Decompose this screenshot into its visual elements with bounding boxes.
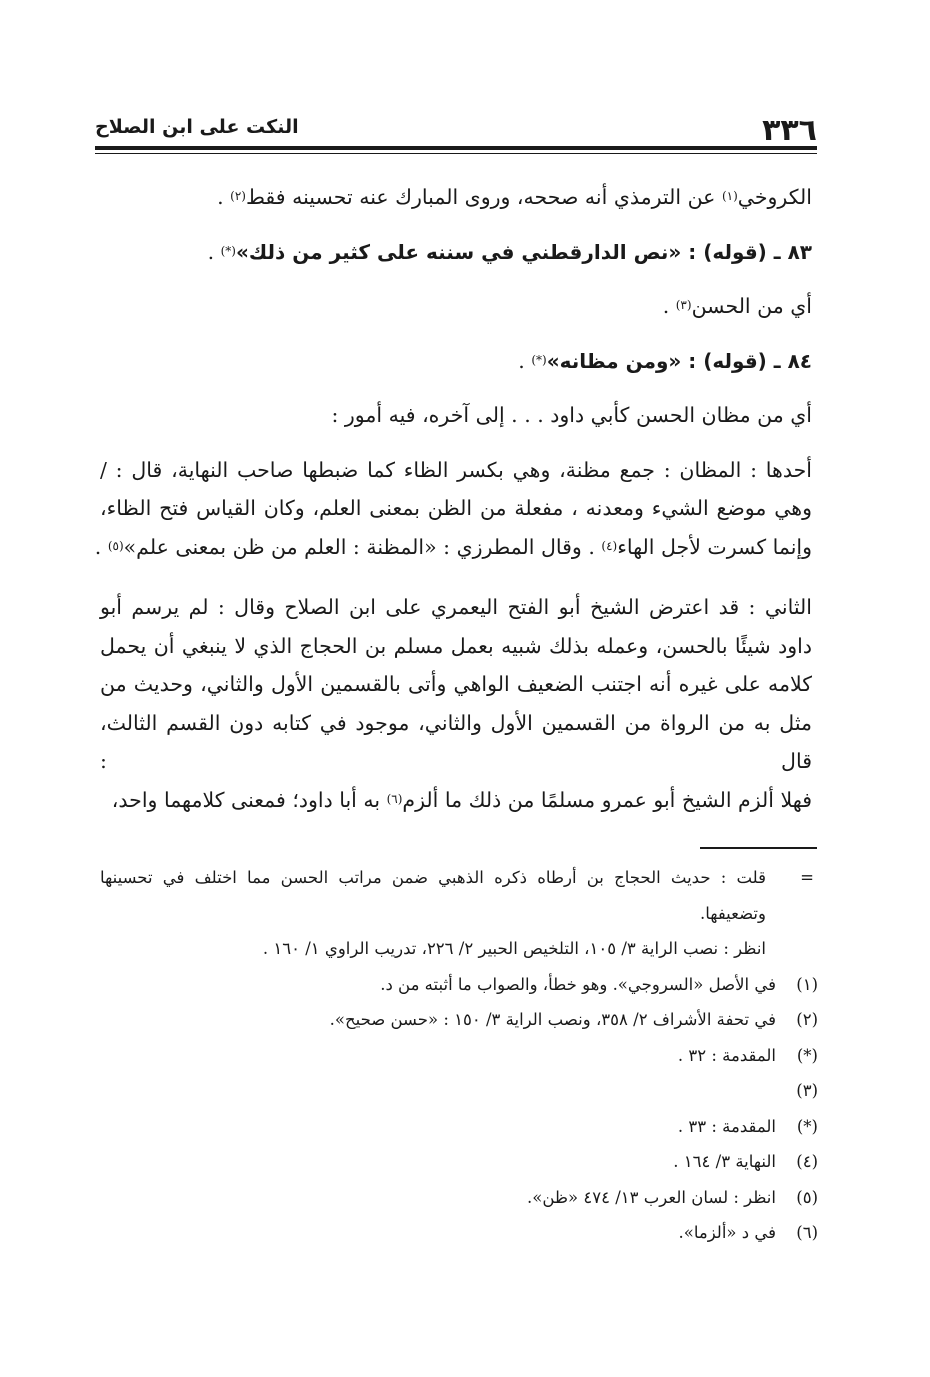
footnote-item bbox=[100, 1038, 818, 1074]
footnote-ref: (*) bbox=[531, 352, 547, 367]
text-span: . bbox=[207, 239, 221, 264]
text-line bbox=[100, 287, 812, 326]
footnote-item bbox=[100, 1073, 818, 1109]
entry-84 bbox=[100, 342, 812, 381]
text-line: أي من مظان الحسن كأبي داود . . . إلى آخره، فيه أمور : bbox=[331, 403, 812, 427]
text-span: عن الترمذي أنه صححه، وروى المبارك عنه تحسينه فقط bbox=[245, 185, 722, 209]
footnote-text: النهاية ٣/ ١٦٤ . bbox=[673, 1152, 776, 1171]
text-line: كلامه على غيره أنه اجتنب الضعيف الواهي وأتى بالقسمين الأول والثاني، وحديث من bbox=[100, 672, 812, 696]
footnote-text: المقدمة : ٣٣ . bbox=[677, 1116, 776, 1136]
footnote-continuation bbox=[100, 860, 818, 967]
footnote-ref: (٤) bbox=[601, 538, 618, 553]
footnote-text: في د «ألزما». bbox=[678, 1223, 776, 1242]
footnote-text: المقدمة : ٣٢ . bbox=[677, 1045, 776, 1065]
text-span: وإنما كسرت لأجل الهاء bbox=[617, 534, 812, 559]
footnote-ref: (*) bbox=[220, 243, 236, 258]
footnote-number: (٣) bbox=[796, 1081, 818, 1100]
text-line bbox=[94, 528, 812, 567]
footnote-number: (*) bbox=[796, 1045, 818, 1065]
footnote-number: (٢) bbox=[796, 1010, 818, 1029]
continuation-mark: = bbox=[800, 868, 814, 887]
footnote-text: في تحفة الأشراف ٢/ ٣٥٨، ونصب الراية ٣/ ١٥٠ : «حسن صحيح». bbox=[329, 1010, 776, 1029]
text-line bbox=[100, 178, 812, 217]
text-span: به أبا داود؛ فمعنى كلامهما واحد، bbox=[111, 787, 387, 812]
text-span: . bbox=[217, 185, 231, 209]
footnotes bbox=[100, 860, 818, 1251]
text-span: أي من الحسن bbox=[691, 294, 812, 318]
footnote-number: (٥) bbox=[796, 1187, 818, 1207]
footnote-line: قلت : حديث الحجاج بن أرطاه ذكره الذهبي ضمن مراتب الحسن مما اختلف في تحسينها bbox=[100, 868, 766, 887]
page-header bbox=[95, 108, 817, 148]
footnote-list bbox=[100, 967, 818, 1251]
entry-heading: ٨٣ ـ (قوله) : «نص الدارقطني في سننه على كثير من ذلك» bbox=[236, 239, 812, 264]
text-line: أحدها : المظان : جمع مظنة، وهي بكسر الظاء كما ضبطها صاحب النهاية، قال : / bbox=[100, 457, 812, 482]
footnote-line: وتضعيفها. bbox=[699, 903, 766, 923]
text-span: . bbox=[94, 534, 108, 559]
text-span: . bbox=[518, 348, 532, 373]
footnote-line: انظر : نصب الراية ٣/ ١٠٥، التلخيص الحبير ٢/ ٢٢٦، تدريب الراوي ١/ ١٦٠ . bbox=[262, 939, 766, 958]
text-line: داود شيئًا بالحسن، وعمله بذلك شبيه بعمل مسلم بن الحجاج الذي لا ينبغي أن يحمل bbox=[100, 633, 812, 658]
text-line: مثل به من الرواة من القسمين الأول والثاني، موجود في كتابه دون القسم الثالث، قال : bbox=[100, 710, 812, 773]
footnote-ref: (٣) bbox=[675, 298, 692, 312]
footnote-ref: (٦) bbox=[386, 791, 403, 806]
header-rule bbox=[95, 146, 817, 150]
main-text bbox=[94, 178, 812, 819]
text-span: فهلا ألزم الشيخ أبو عمرو مسلمًا من ذلك ما ألزم bbox=[402, 787, 812, 812]
footnote-item bbox=[100, 1144, 818, 1180]
footnote-number: (*) bbox=[796, 1116, 818, 1136]
text-line: وهي موضع الشيء ومعدنه ، مفعلة من الظن بمعنى العلم، وكان القياس فتح الظاء، bbox=[100, 496, 812, 520]
footnote-ref: (٥) bbox=[107, 538, 124, 553]
footnote-number: (٦) bbox=[796, 1223, 818, 1242]
footnote-ref: (٢) bbox=[230, 189, 246, 203]
text-span: الكروخي bbox=[737, 185, 812, 209]
footnote-item bbox=[100, 967, 818, 1003]
text-line: الثاني : قد اعترض الشيخ أبو الفتح اليعمري على ابن الصلاح وقال : لم يرسم أبو bbox=[100, 595, 812, 619]
footnote-text: انظر : لسان العرب ١٣/ ٤٧٤ «ظن». bbox=[527, 1187, 776, 1207]
footnote-item bbox=[100, 1109, 818, 1145]
footnote-number: (٤) bbox=[796, 1152, 818, 1171]
entry-heading: ٨٤ ـ (قوله) : «ومن مظانه» bbox=[546, 348, 812, 373]
text-line bbox=[100, 781, 812, 820]
header-rule-thin bbox=[95, 153, 817, 154]
text-span: . وقال المطرزي : «المظنة : العلم من ظن بمعنى علم» bbox=[123, 534, 602, 559]
footnote-item bbox=[100, 1180, 818, 1216]
running-title: النكت على ابن الصلاح bbox=[95, 116, 299, 138]
footnote-item bbox=[100, 1215, 818, 1251]
footnote-ref: (١) bbox=[721, 189, 738, 203]
page-number: ٣٣٦ bbox=[762, 113, 817, 148]
footnote-separator bbox=[700, 847, 817, 849]
footnote-number: (١) bbox=[796, 974, 818, 994]
footnote-text: في الأصل «السروجي». وهو خطأ، والصواب ما أثبته من د. bbox=[380, 974, 776, 994]
text-span: . bbox=[662, 294, 676, 318]
entry-83 bbox=[100, 233, 812, 272]
footnote-item bbox=[100, 1002, 818, 1038]
